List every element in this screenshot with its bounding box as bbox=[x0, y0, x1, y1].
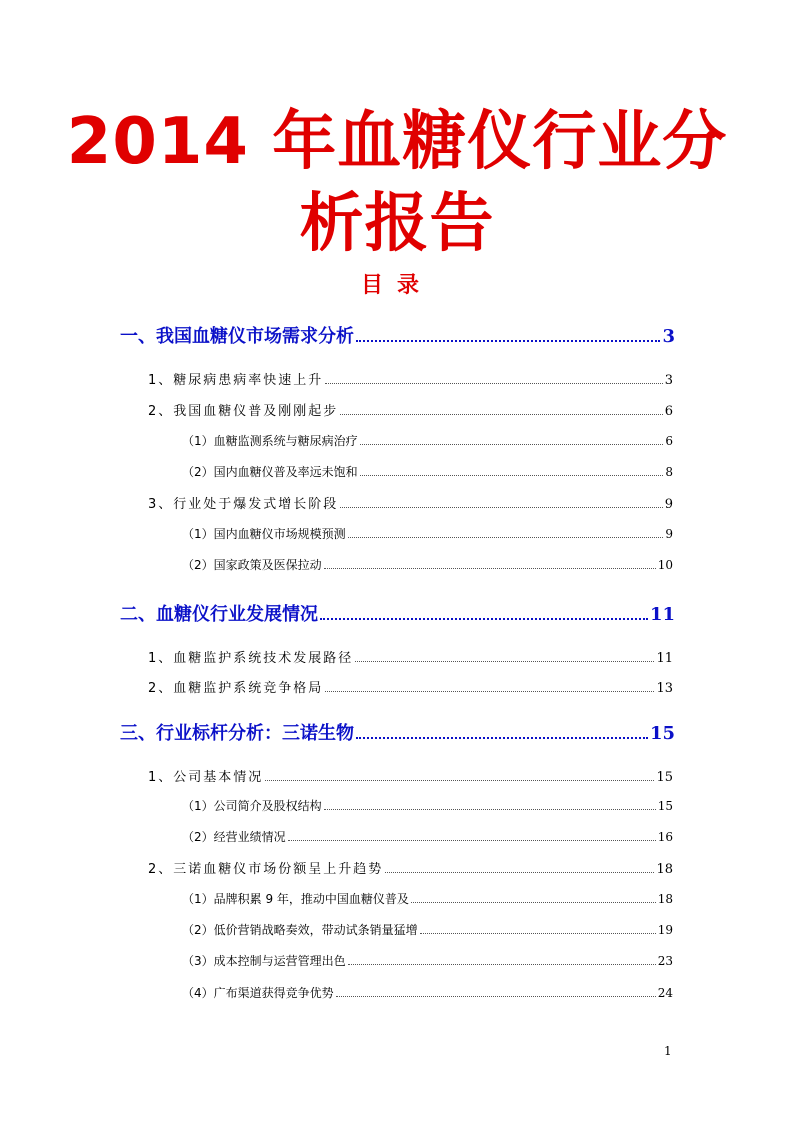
toc-entry[interactable] bbox=[182, 432, 673, 449]
toc-entry-label: 2、我国血糖仪普及刚刚起步 bbox=[148, 404, 339, 419]
toc-entry[interactable] bbox=[182, 797, 673, 814]
toc-entry-page: 9 bbox=[665, 527, 673, 541]
toc-entry-page: 10 bbox=[657, 558, 673, 572]
dot-leader bbox=[324, 808, 656, 810]
toc-entry-label: （1）血糖监测系统与糖尿病治疗 bbox=[182, 434, 358, 448]
toc-entry[interactable] bbox=[182, 463, 673, 480]
toc-entry[interactable] bbox=[182, 525, 673, 542]
toc-entry[interactable] bbox=[182, 556, 673, 573]
toc-entry-label: （2）低价营销战略奏效，带动试条销量猛增 bbox=[182, 923, 418, 937]
toc-entry-label: （2）国家政策及医保拉动 bbox=[182, 558, 322, 572]
toc-entry-label: （1）品牌积累 9 年，推动中国血糖仪普及 bbox=[182, 892, 409, 906]
toc-entry-page: 3 bbox=[662, 326, 675, 347]
dot-leader bbox=[411, 901, 656, 903]
dot-leader bbox=[265, 779, 654, 781]
toc-entry-label: 二、血糖仪行业发展情况 bbox=[120, 604, 318, 625]
dot-leader bbox=[325, 382, 662, 384]
toc-entry-page: 23 bbox=[657, 954, 673, 968]
toc-entry-label: 三、行业标杆分析：三诺生物 bbox=[120, 723, 354, 744]
dot-leader bbox=[340, 506, 662, 508]
toc-entry[interactable] bbox=[182, 890, 673, 907]
document-title-line-1: 2014 年血糖仪行业分 bbox=[66, 105, 728, 179]
dot-leader bbox=[356, 736, 648, 739]
toc-entry-page: 3 bbox=[664, 373, 673, 388]
toc-entry-label: 1、血糖监护系统技术发展路径 bbox=[148, 651, 354, 666]
toc-entry[interactable] bbox=[120, 719, 675, 745]
toc-entry-label: 1、公司基本情况 bbox=[148, 770, 264, 785]
dot-leader bbox=[356, 339, 660, 342]
toc-entry-page: 15 bbox=[657, 799, 673, 813]
toc-entry[interactable] bbox=[148, 369, 673, 388]
toc-entry-label: （3）成本控制与运营管理出色 bbox=[182, 954, 346, 968]
toc-heading: 目录 bbox=[360, 273, 433, 298]
toc-entry-page: 15 bbox=[649, 723, 675, 744]
dot-leader bbox=[355, 660, 654, 662]
toc-entry-label: 2、血糖监护系统竞争格局 bbox=[148, 681, 324, 696]
toc-entry-label: （2）国内血糖仪普及率远未饱和 bbox=[182, 465, 358, 479]
toc-entry-page: 9 bbox=[664, 497, 673, 512]
toc-entry-page: 8 bbox=[665, 465, 673, 479]
dot-leader bbox=[385, 871, 654, 873]
dot-leader bbox=[360, 474, 664, 476]
document-title-line-2: 析报告 bbox=[299, 187, 495, 261]
toc-entry-page: 19 bbox=[657, 923, 673, 937]
toc-entry[interactable] bbox=[148, 647, 673, 666]
toc-entry-page: 16 bbox=[657, 830, 673, 844]
toc-entry-page: 18 bbox=[657, 892, 673, 906]
toc-entry[interactable] bbox=[148, 766, 673, 785]
dot-leader bbox=[320, 617, 648, 620]
toc-entry[interactable] bbox=[182, 984, 673, 1001]
page-number: 1 bbox=[664, 1044, 672, 1058]
toc-entry-label: 3、行业处于爆发式增长阶段 bbox=[148, 497, 339, 512]
toc-entry-page: 6 bbox=[665, 434, 673, 448]
toc-entry-page: 13 bbox=[656, 681, 673, 696]
toc-entry[interactable] bbox=[120, 600, 675, 626]
dot-leader bbox=[336, 995, 656, 997]
toc-entry[interactable] bbox=[182, 921, 673, 938]
toc-entry[interactable] bbox=[148, 400, 673, 419]
toc-entry-page: 6 bbox=[664, 404, 673, 419]
toc-entry-label: （2）经营业绩情况 bbox=[182, 830, 286, 844]
toc-entry-page: 15 bbox=[656, 770, 673, 785]
toc-entry[interactable] bbox=[148, 493, 673, 512]
toc-entry[interactable] bbox=[120, 322, 675, 348]
toc-entry-label: 1、糖尿病患病率快速上升 bbox=[148, 373, 324, 388]
toc-entry[interactable] bbox=[182, 828, 673, 845]
toc-entry-page: 11 bbox=[656, 651, 673, 666]
dot-leader bbox=[360, 443, 664, 445]
toc-entry-page: 18 bbox=[656, 862, 673, 877]
toc-entry-page: 24 bbox=[657, 986, 673, 1000]
toc-entry-label: 2、三诺血糖仪市场份额呈上升趋势 bbox=[148, 862, 384, 877]
dot-leader bbox=[340, 413, 662, 415]
toc-entry[interactable] bbox=[148, 858, 673, 877]
toc-entry[interactable] bbox=[182, 952, 673, 969]
dot-leader bbox=[325, 690, 654, 692]
dot-leader bbox=[420, 932, 656, 934]
toc-entry[interactable] bbox=[148, 677, 673, 696]
toc-entry-label: （1）公司简介及股权结构 bbox=[182, 799, 322, 813]
toc-entry-label: 一、我国血糖仪市场需求分析 bbox=[120, 326, 354, 347]
toc-entry-label: （1）国内血糖仪市场规模预测 bbox=[182, 527, 346, 541]
toc-entry-page: 11 bbox=[649, 604, 675, 625]
dot-leader bbox=[288, 839, 656, 841]
dot-leader bbox=[348, 536, 664, 538]
toc-entry-label: （4）广布渠道获得竞争优势 bbox=[182, 986, 334, 1000]
dot-leader bbox=[348, 963, 656, 965]
dot-leader bbox=[324, 567, 656, 569]
